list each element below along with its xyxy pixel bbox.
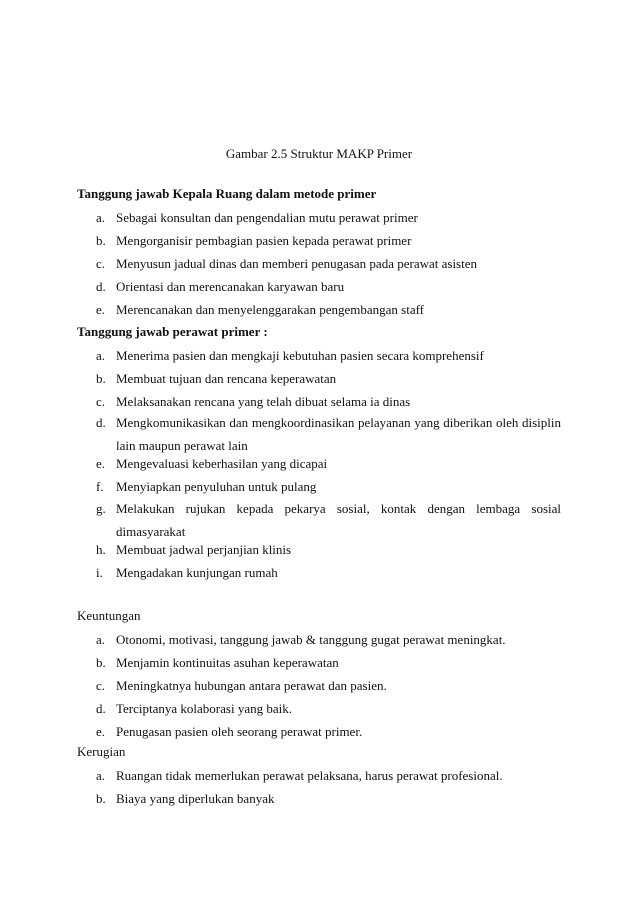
list-marker: d.	[96, 701, 106, 716]
list-item	[96, 497, 561, 543]
list-item	[96, 479, 316, 495]
list-marker: b.	[96, 233, 106, 248]
list-item	[96, 542, 291, 558]
section-heading-kerugian: Kerugian	[77, 744, 126, 759]
list-marker: c.	[96, 678, 106, 693]
list-item-text: Penugasan pasien oleh seorang perawat primer.	[116, 724, 363, 739]
list-item-text: Mengorganisir pembagian pasien kepada perawat primer	[116, 233, 412, 248]
list-item	[96, 371, 336, 387]
list-marker: f.	[96, 479, 104, 494]
list-item-text: Otonomi, motivasi, tanggung jawab & tanggung gugat perawat meningkat.	[116, 632, 506, 647]
list-item	[96, 701, 292, 717]
list-item	[96, 302, 424, 318]
list-marker: c.	[96, 394, 106, 409]
section-heading-keuntungan: Keuntungan	[77, 608, 141, 623]
list-item-text: Mengkomunikasikan dan mengkoordinasikan pelayanan yang diberikan oleh disiplin lain maupun perawat lain	[116, 415, 561, 453]
list-marker: e.	[96, 456, 106, 471]
list-item-text: Menyusun jadual dinas dan memberi penugasan pada perawat asisten	[116, 256, 477, 271]
list-item-text: Terciptanya kolaborasi yang baik.	[116, 701, 292, 716]
list-item	[96, 456, 327, 472]
list-marker: d.	[96, 415, 106, 430]
list-marker: g.	[96, 501, 106, 516]
list-item-text: Mengadakan kunjungan rumah	[116, 565, 278, 580]
list-item	[96, 394, 410, 410]
list-item	[96, 279, 344, 295]
list-item	[96, 210, 418, 226]
figure-caption: Gambar 2.5 Struktur MAKP Primer	[225, 146, 413, 161]
list-marker: a.	[96, 632, 106, 647]
list-item-text: Meningkatnya hubungan antara perawat dan pasien.	[116, 678, 387, 693]
list-item	[96, 565, 278, 581]
list-item-text: Menyiapkan penyuluhan untuk pulang	[116, 479, 317, 494]
list-marker: b.	[96, 791, 106, 806]
list-item	[96, 256, 477, 272]
list-item-text: Biaya yang diperlukan banyak	[116, 791, 275, 806]
list-item-text: Mengevaluasi keberhasilan yang dicapai	[116, 456, 328, 471]
list-item-text: Melaksanakan rencana yang telah dibuat selama ia dinas	[116, 394, 411, 409]
list-marker: a.	[96, 768, 106, 783]
list-item-text: Menjamin kontinuitas asuhan keperawatan	[116, 655, 339, 670]
list-item	[96, 632, 506, 648]
list-item	[96, 348, 484, 364]
list-marker: a.	[96, 210, 106, 225]
list-item	[96, 655, 339, 671]
list-item	[96, 768, 503, 784]
list-item-text: Membuat tujuan dan rencana keperawatan	[116, 371, 337, 386]
list-marker: c.	[96, 256, 106, 271]
list-marker: a.	[96, 348, 106, 363]
list-item-text: Menerima pasien dan mengkaji kebutuhan pasien secara komprehensif	[116, 348, 484, 363]
list-item-text: Orientasi dan merencanakan karyawan baru	[116, 279, 345, 294]
list-marker: b.	[96, 655, 106, 670]
list-marker: h.	[96, 542, 106, 557]
list-item-text: Merencanakan dan menyelenggarakan pengembangan staff	[116, 302, 425, 317]
list-marker: i.	[96, 565, 103, 580]
list-item	[96, 233, 411, 249]
list-item-text: Melakukan rujukan kepada pekarya sosial, kontak dengan lembaga sosial dimasyarakat	[116, 501, 561, 539]
list-marker: b.	[96, 371, 106, 386]
list-marker: d.	[96, 279, 106, 294]
section-heading-perawat-primer: Tanggung jawab perawat primer :	[77, 324, 268, 339]
list-item	[96, 411, 561, 457]
list-marker: e.	[96, 302, 106, 317]
list-item-text: Membuat jadwal perjanjian klinis	[116, 542, 292, 557]
list-item	[96, 678, 387, 694]
section-heading-kepala-ruang: Tanggung jawab Kepala Ruang dalam metode primer	[77, 186, 377, 201]
list-item-text: Ruangan tidak memerlukan perawat pelaksana, harus perawat profesional.	[116, 768, 503, 783]
list-marker: e.	[96, 724, 106, 739]
list-item	[96, 724, 362, 740]
list-item-text: Sebagai konsultan dan pengendalian mutu perawat primer	[116, 210, 418, 225]
list-item	[96, 791, 274, 807]
